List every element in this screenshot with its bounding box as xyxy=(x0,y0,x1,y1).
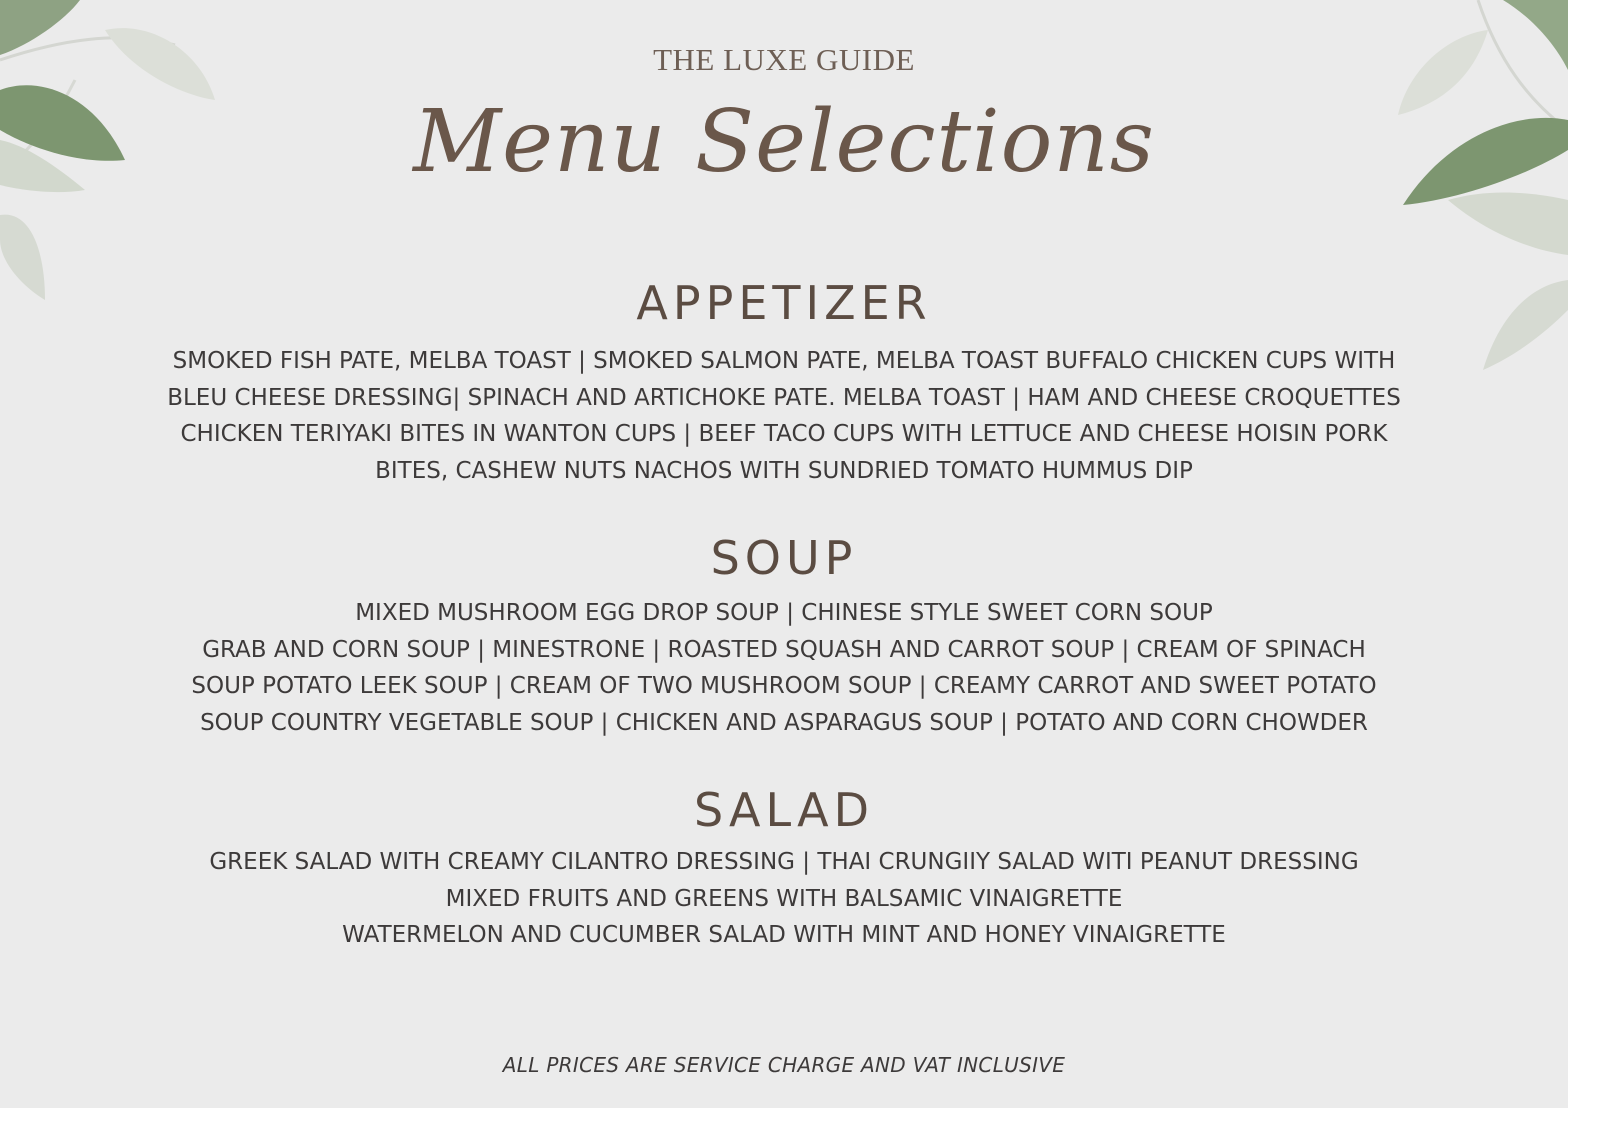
menu-item-line: SOUP POTATO LEEK SOUP | CREAM OF TWO MUSHROOM SOUP | CREAMY CARROT AND SWEET POTATO xyxy=(191,673,1377,699)
menu-item-line: GRAB AND CORN SOUP | MINESTRONE | ROASTED SQUASH AND CARROT SOUP | CREAM OF SPINACH xyxy=(202,636,1366,663)
section-items-appetizer xyxy=(60,343,1508,489)
menu-item-line: BLEU CHEESE DRESSING| SPINACH AND ARTICHOKE PATE. MELBA TOAST | HAM AND CHEESE CROQUETTES xyxy=(167,384,1401,411)
section-heading-appetizer: APPETIZER xyxy=(636,276,932,330)
menu-item-line: MIXED MUSHROOM EGG DROP SOUP | CHINESE STYLE SWEET CORN SOUP xyxy=(355,600,1213,626)
menu-item-line: SMOKED FISH PATE, MELBA TOAST | SMOKED SALMON PATE, MELBA TOAST BUFFALO CHICKEN CUPS WITH xyxy=(172,348,1396,374)
page-title: Menu Selections xyxy=(413,92,1155,192)
brand-name: THE LUXE GUIDE xyxy=(653,42,915,77)
section-items-salad xyxy=(60,844,1508,954)
price-disclaimer: ALL PRICES ARE SERVICE CHARGE AND VAT INCLUSIVE xyxy=(502,1053,1066,1077)
section-heading-salad: SALAD xyxy=(693,783,875,837)
section-heading-soup: SOUP xyxy=(710,531,858,585)
menu-item-line: CHICKEN TERIYAKI BITES IN WANTON CUPS | BEEF TACO CUPS WITH LETTUCE AND CHEESE HOISIN PORK xyxy=(180,421,1388,447)
menu-item-line: BITES, CASHEW NUTS NACHOS WITH SUNDRIED TOMATO HUMMUS DIP xyxy=(375,457,1193,484)
menu-item-line: MIXED FRUITS AND GREENS WITH BALSAMIC VINAIGRETTE xyxy=(445,885,1123,912)
menu-item-line: SOUP COUNTRY VEGETABLE SOUP | CHICKEN AND ASPARAGUS SOUP | POTATO AND CORN CHOWDER xyxy=(200,709,1368,736)
section-items-soup xyxy=(60,595,1508,741)
menu-item-line: GREEK SALAD WITH CREAMY CILANTRO DRESSING | THAI CRUNGIIY SALAD WITI PEANUT DRESSING xyxy=(209,849,1359,875)
menu-item-line: WATERMELON AND CUCUMBER SALAD WITH MINT AND HONEY VINAIGRETTE xyxy=(342,922,1226,948)
